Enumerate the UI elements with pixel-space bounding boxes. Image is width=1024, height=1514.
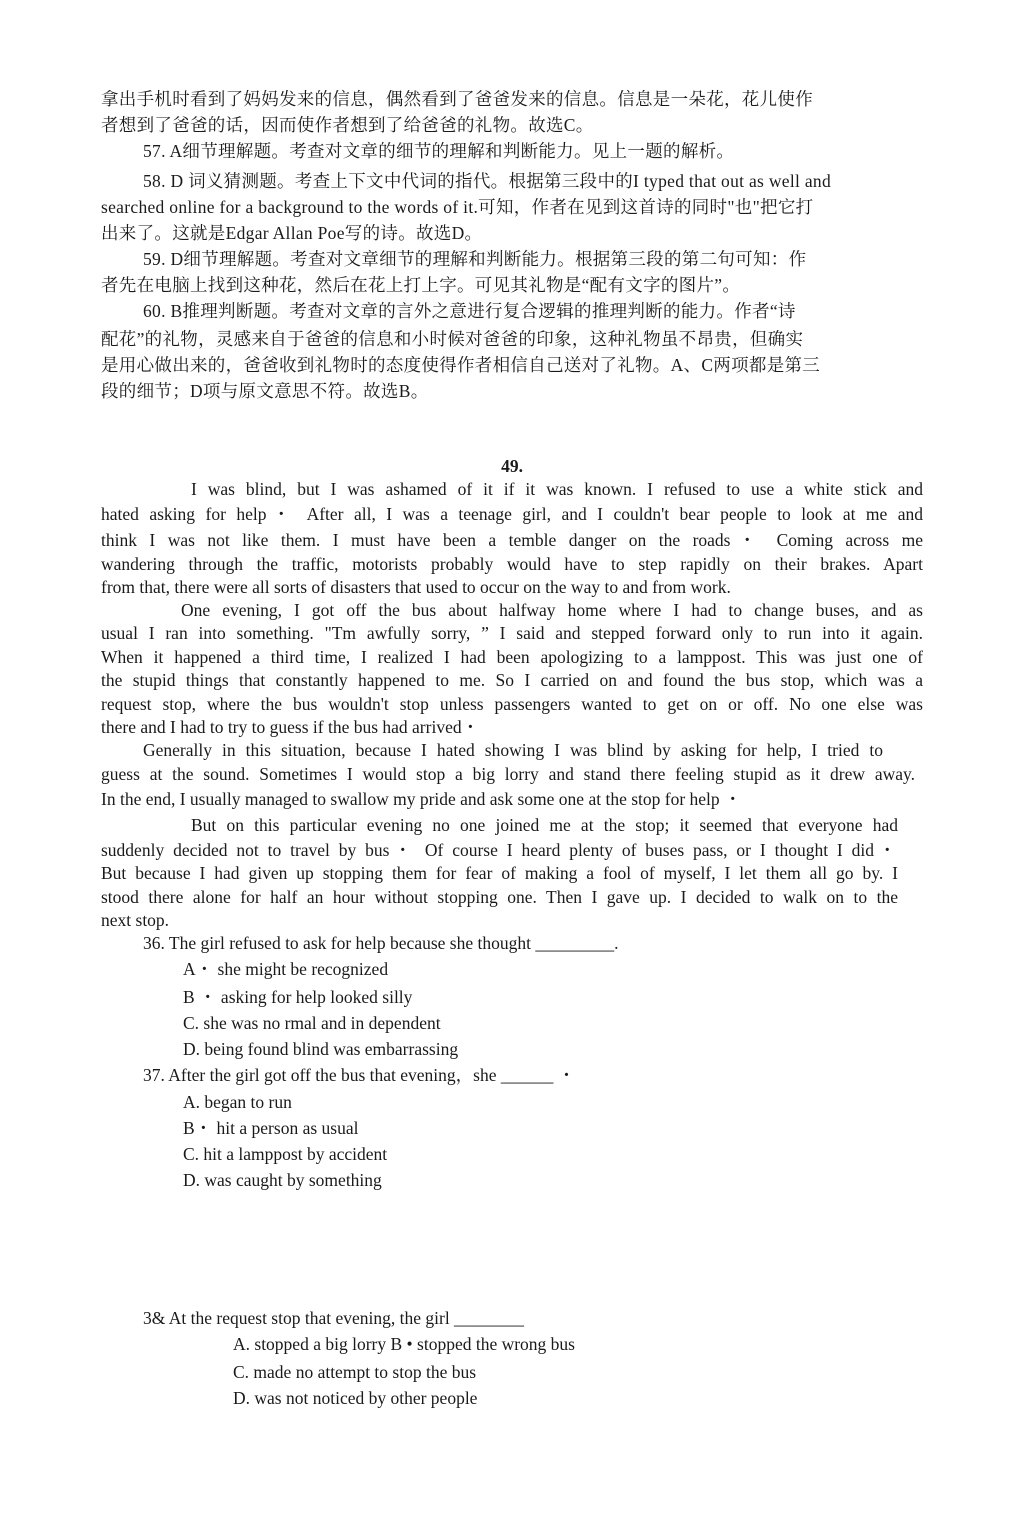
question-37-option: C. hit a lamppost by accident — [183, 1144, 388, 1164]
passage-line: request stop, where the bus wouldn't stop unless passengers wanted to get on or off. No one else was — [101, 694, 923, 714]
question-38-stem: 3& At the request stop that evening, the girl ________ — [143, 1308, 525, 1328]
passage-line: next stop. — [101, 910, 170, 930]
passage-line: think I was not like them. I must have been a temble danger on the roads・ Coming across me — [101, 530, 923, 550]
passage-line: guess at the sound. Sometimes I would stop a big lorry and stand there feeling stupid as it drew away. — [101, 764, 915, 784]
analysis-line: 者想到了爸爸的话，因而使作者想到了给爸爸的礼物。故选C。 — [101, 115, 594, 135]
passage-line: hated asking for help・ After all, I was a teenage girl, and I couldn't bear people to look at me and — [101, 504, 923, 524]
passage-line: When it happened a third time, I realized I had been apologizing to a lamppost. This was just one of — [101, 647, 923, 667]
answer-58-line: searched online for a background to the words of it.可知，作者在见到这首诗的同时"也"把它打 — [101, 197, 814, 217]
passage-line: the stupid things that constantly happened to me. So I carried on and found the bus stop, which was a — [101, 670, 923, 690]
question-36-option: B ・ asking for help looked silly — [183, 987, 413, 1007]
answer-57: 57. A细节理解题。考查对文章的细节的理解和判断能力。见上一题的解析。 — [143, 141, 735, 161]
question-36-stem: 36. The girl refused to ask for help because she thought _________. — [143, 933, 619, 953]
answer-59-line: 59. D细节理解题。考查对文章细节的理解和判断能力。根据第三段的第二句可知：作 — [143, 249, 807, 269]
question-37-option: D. was caught by something — [183, 1170, 382, 1190]
answer-58-line: 出来了。这就是Edgar Allan Poe写的诗。故选D。 — [101, 223, 483, 243]
passage-line: there and I had to try to guess if the bus had arrived・ — [101, 717, 480, 737]
passage-line: stood there alone for half an hour without stopping one. Then I gave up. I decided to walk on to the — [101, 887, 898, 907]
passage-line: Generally in this situation, because I hated showing I was blind by asking for help, I tried to — [143, 740, 883, 760]
passage-line: But because I had given up stopping them for fear of making a fool of myself, I let them all go by. I — [101, 863, 898, 883]
question-37-option: B・ hit a person as usual — [183, 1118, 359, 1138]
answer-60-line: 是用心做出来的，爸爸收到礼物时的态度使得作者相信自己送对了礼物。A、C两项都是第三 — [101, 355, 821, 375]
analysis-line: 拿出手机时看到了妈妈发来的信息，偶然看到了爸爸发来的信息。信息是一朵花，花儿使作 — [101, 89, 813, 109]
question-38-option: D. was not noticed by other people — [233, 1388, 478, 1408]
question-38-option: C. made no attempt to stop the bus — [233, 1362, 477, 1382]
passage-line: from that, there were all sorts of disasters that used to occur on the way to and from work. — [101, 577, 731, 597]
passage-number: 49. — [501, 456, 523, 476]
question-38-option: A. stopped a big lorry B • stopped the wrong bus — [233, 1334, 575, 1354]
answer-60-line: 60. B推理判断题。考查对文章的言外之意进行复合逻辑的推理判断的能力。作者“诗 — [143, 301, 796, 321]
passage-line: One evening, I got off the bus about halfway home where I had to change buses, and as — [181, 600, 923, 620]
answer-60-line: 配花”的礼物，灵感来自于爸爸的信息和小时候对爸爸的印象，这种礼物虽不昂贵，但确实 — [101, 329, 804, 349]
question-36-option: A・ she might be recognized — [183, 959, 389, 979]
question-36-option: D. being found blind was embarrassing — [183, 1039, 459, 1059]
passage-line: But on this particular evening no one joined me at the stop; it seemed that everyone had — [191, 815, 898, 835]
answer-58-line: 58. D 词义猜测题。考查上下文中代词的指代。根据第三段中的I typed that out as well and — [143, 171, 831, 191]
passage-line: wandering through the traffic, motorists probably would have to step rapidly on their brakes. Apart — [101, 554, 923, 574]
question-36-option: C. she was no rmal and in dependent — [183, 1013, 441, 1033]
question-37-option: A. began to run — [183, 1092, 292, 1112]
answer-59-line: 者先在电脑上找到这种花，然后在花上打上字。可见其礼物是“配有文字的图片”。 — [101, 275, 741, 295]
question-37-stem: 37. After the girl got off the bus that evening，she ______ ・ — [143, 1065, 576, 1085]
passage-line: I was blind, but I was ashamed of it if it was known. I refused to use a white stick and — [191, 479, 923, 499]
answer-60-line: 段的细节；D项与原文意思不符。故选B。 — [101, 381, 429, 401]
passage-line: suddenly decided not to travel by bus・ Of course I heard plenty of buses pass, or I thought I did・ — [101, 840, 896, 860]
passage-line: In the end, I usually managed to swallow my pride and ask some one at the stop for help ・ — [101, 789, 742, 809]
passage-line: usual I ran into something. "Tm awfully sorry, ” I said and stepped forward only to run into it again. — [101, 623, 923, 643]
